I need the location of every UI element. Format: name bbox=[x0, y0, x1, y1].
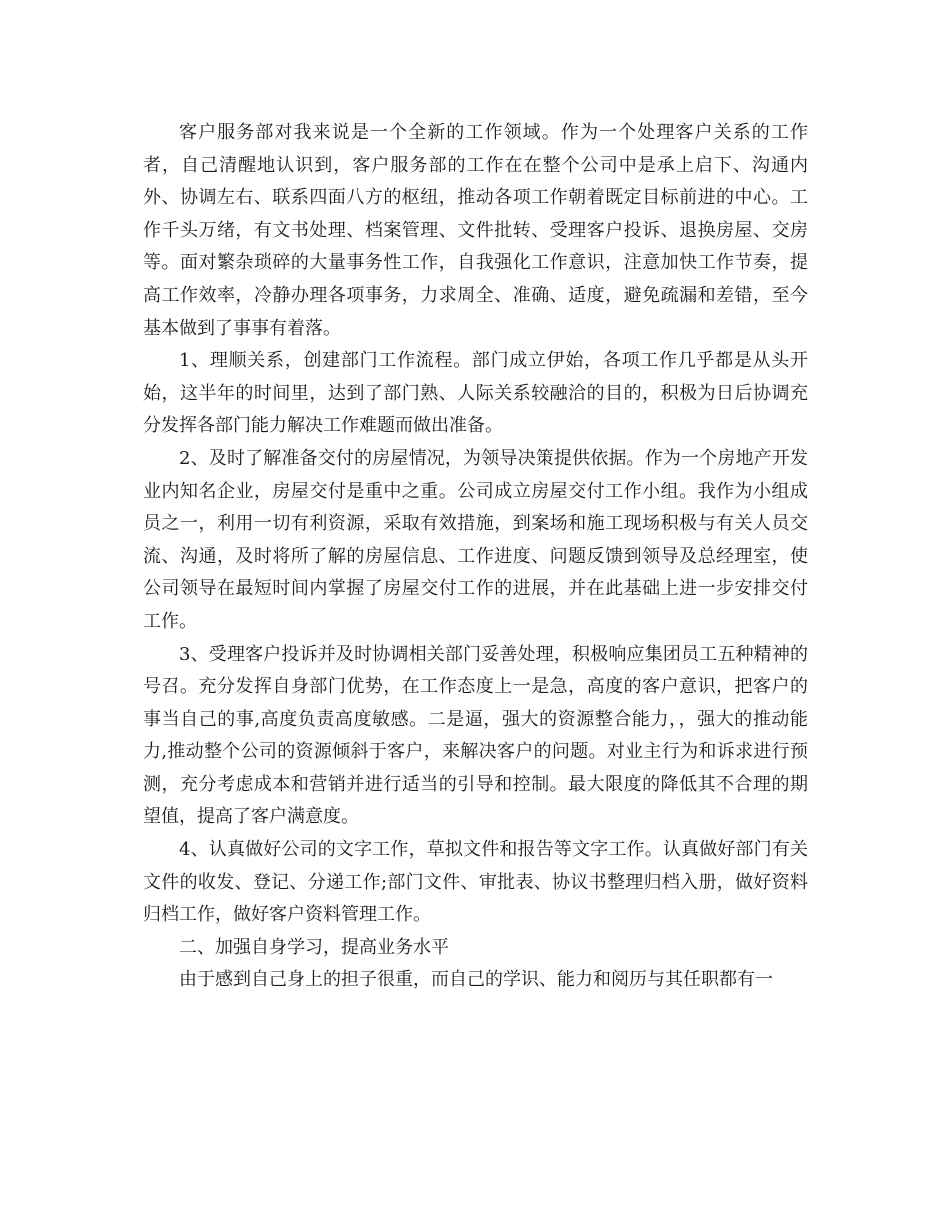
item-2-paragraph: 2、及时了解准备交付的房屋情况，为领导决策提供依据。作为一个房地产开发业内知名企业，房屋交付是重中之重。公司成立房屋交付工作小组。我作为小组成员之一，利用一切有利资源，采取有效措施，到案场和施工现场积极与有关人员交流、沟通，及时将所了解的房屋信息、工作进度、问题反馈到领导及总经理室，使公司领导在最短时间内掌握了房屋交付工作的进展，并在此基础上进一步安排交付工作。 bbox=[143, 447, 808, 632]
intro-paragraph: 客户服务部对我来说是一个全新的工作领域。作为一个处理客户关系的工作者，自己清醒地认识到，客户服务部的工作在在整个公司中是承上启下、沟通内外、协调左右、联系四面八方的枢纽，推动各项工作朝着既定目标前进的中心。工作千头万绪，有文书处理、档案管理、文件批转、受理客户投诉、退换房屋、交房等。面对繁杂琐碎的大量事务性工作，自我强化工作意识，注意加快工作节奏，提高工作效率，冷静办理各项事务，力求周全、准确、适度，避免疏漏和差错，至今基本做到了事事有着落。 bbox=[143, 122, 808, 339]
trailing-paragraph: 由于感到自己身上的担子很重，而自己的学识、能力和阅历与其任职都有一 bbox=[179, 969, 773, 991]
item-3-paragraph: 3、受理客户投诉并及时协调相关部门妥善处理，积极响应集团员工五种精神的号召。充分发挥自身部门优势，在工作态度上一是急，高度的客户意识，把客户的事当自己的事,高度负责高度敏感。二是逼，强大的资源整合能力，，强大的推动能力,推动整个公司的资源倾斜于客户，来解决客户的问题。对业主行为和诉求进行预测，充分考虑成本和营销并进行适当的引导和控制。最大限度的降低其不合理的期望值，提高了客户满意度。 bbox=[143, 643, 808, 828]
document-page bbox=[143, 117, 808, 997]
item-4-paragraph: 4、认真做好公司的文字工作，草拟文件和报告等文字工作。认真做好部门有关文件的收发、登记、分递工作;部门文件、审批表、协议书整理归档入册，做好资料归档工作，做好客户资料管理工作。 bbox=[143, 839, 808, 926]
section-heading: 二、加强自身学习，提高业务水平 bbox=[179, 936, 449, 958]
item-1-paragraph: 1、理顺关系，创建部门工作流程。部门成立伊始，各项工作几乎都是从头开始，这半年的时间里，达到了部门熟、人际关系较融洽的目的，积极为日后协调充分发挥各部门能力解决工作难题而做出准备。 bbox=[143, 350, 808, 437]
